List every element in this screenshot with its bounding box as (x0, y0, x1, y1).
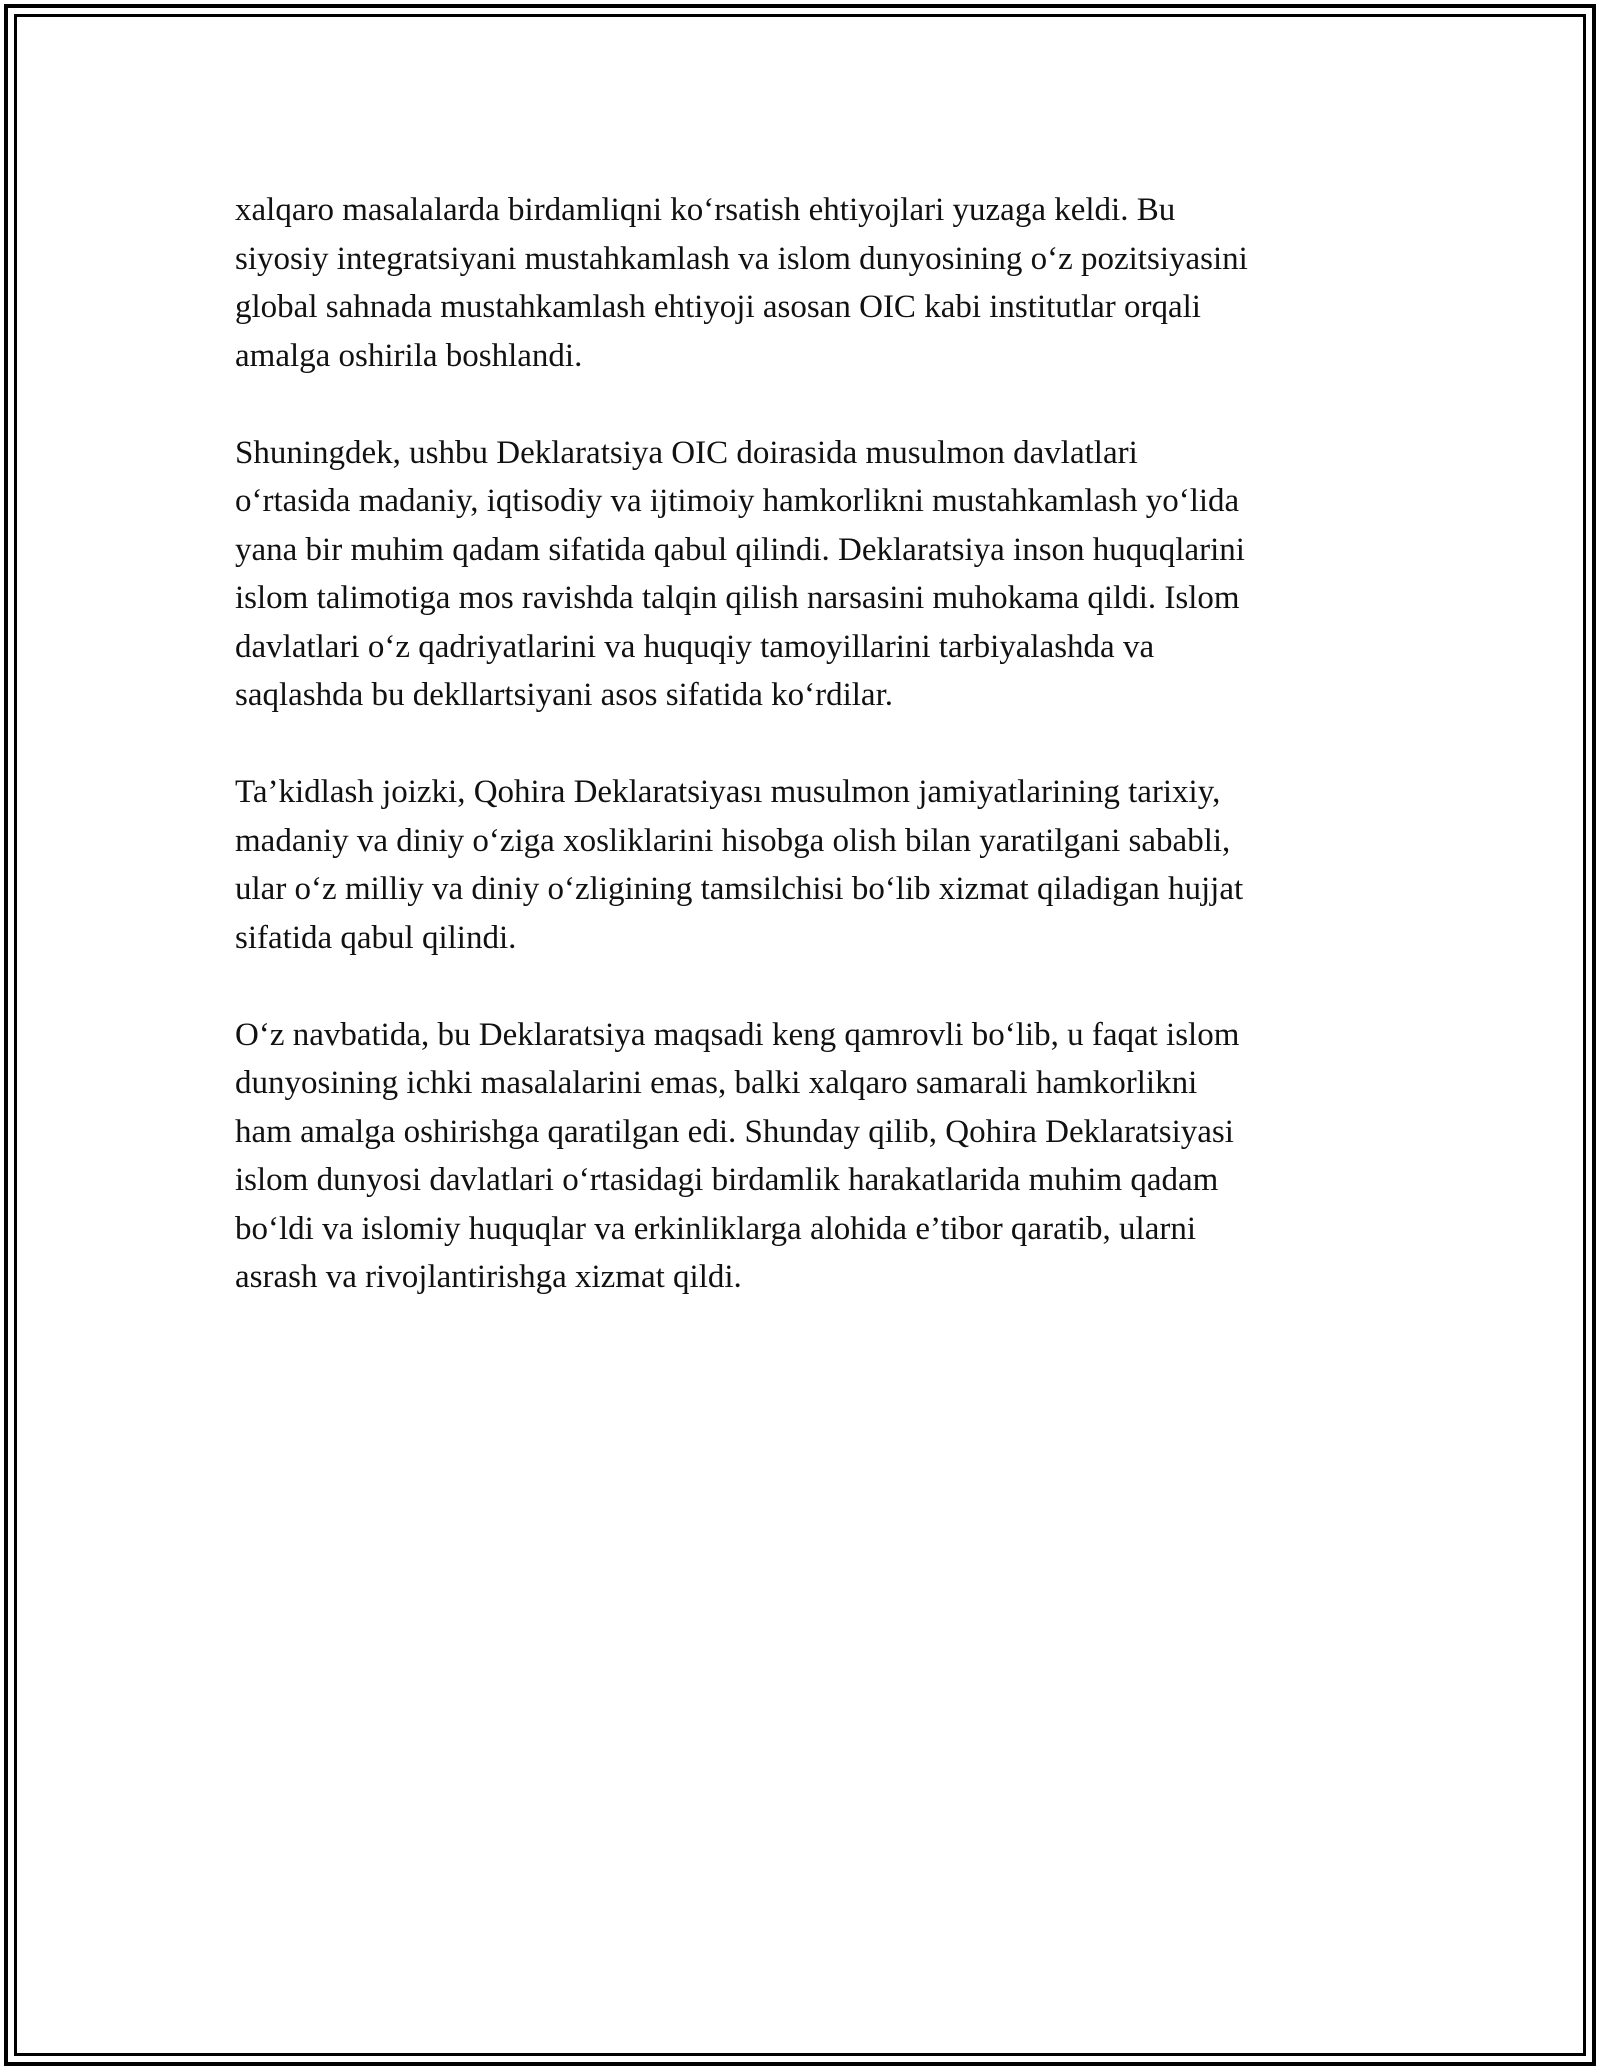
text-line: O‘z navbatida, bu Deklaratsiya maqsadi keng qamrovli bo‘lib, u faqat islom (235, 1016, 1240, 1053)
text-line: sifatida qabul qilindi. (235, 919, 517, 956)
text-line: Shuningdek, ushbu Deklaratsiya OIC doirasida musulmon davlatlari (235, 434, 1138, 471)
paragraph-3 (235, 768, 1375, 962)
text-line: global sahnada mustahkamlash ehtiyoji asosan OIC kabi institutlar orqali (235, 289, 1201, 325)
paragraph-1 (235, 186, 1375, 380)
text-line: siyosiy integratsiyani mustahkamlash va islom dunyosining o‘z pozitsiyasini (235, 240, 1248, 277)
text-line: amalga oshirila boshlandi. (235, 337, 583, 374)
paragraph-4 (235, 1011, 1375, 1302)
text-line: saqlashda bu dekllartsiyani asos sifatida ko‘rdilar. (235, 677, 894, 713)
text-line: davlatlari o‘z qadriyatlarini va huquqiy tamoyillarini tarbiyalashda va (235, 628, 1155, 665)
text-line: madaniy va diniy o‘ziga xosliklarini hisobga olish bilan yaratilgani sababli, (235, 822, 1231, 859)
text-line: xalqaro masalalarda birdamliqni ko‘rsatish ehtiyojlari yuzaga keldi. Bu (235, 192, 1176, 228)
text-line: yana bir muhim qadam sifatida qabul qilindi. Deklaratsiya inson huquqlarini (235, 531, 1245, 568)
text-line: asrash va rivojlantirishga xizmat qildi. (235, 1259, 742, 1295)
text-line: islom dunyosi davlatlari o‘rtasidagi birdamlik harakatlarida muhim qadam (235, 1162, 1219, 1198)
document-body (235, 186, 1375, 1350)
text-line: islom talimotiga mos ravishda talqin qilish narsasini muhokama qildi. Islom (235, 580, 1240, 616)
text-line: o‘rtasida madaniy, iqtisodiy va ijtimoiy hamkorlikni mustahkamlash yo‘lida (235, 483, 1240, 519)
text-line: ham amalga oshirishga qaratilgan edi. Shunday qilib, Qohira Deklaratsiyasi (235, 1113, 1234, 1150)
paragraph-2 (235, 429, 1375, 720)
text-line: ular o‘z milliy va diniy o‘zligining tamsilchisi bo‘lib xizmat qiladigan hujjat (235, 871, 1244, 907)
text-line: Ta’kidlash joizki, Qohira Deklaratsiyası musulmon jamiyatlarining tarixiy, (235, 774, 1221, 810)
text-line: dunyosining ichki masalalarini emas, balki xalqaro samarali hamkorlikni (235, 1065, 1198, 1101)
text-line: bo‘ldi va islomiy huquqlar va erkinliklarga alohida e’tibor qaratib, ularni (235, 1210, 1197, 1247)
